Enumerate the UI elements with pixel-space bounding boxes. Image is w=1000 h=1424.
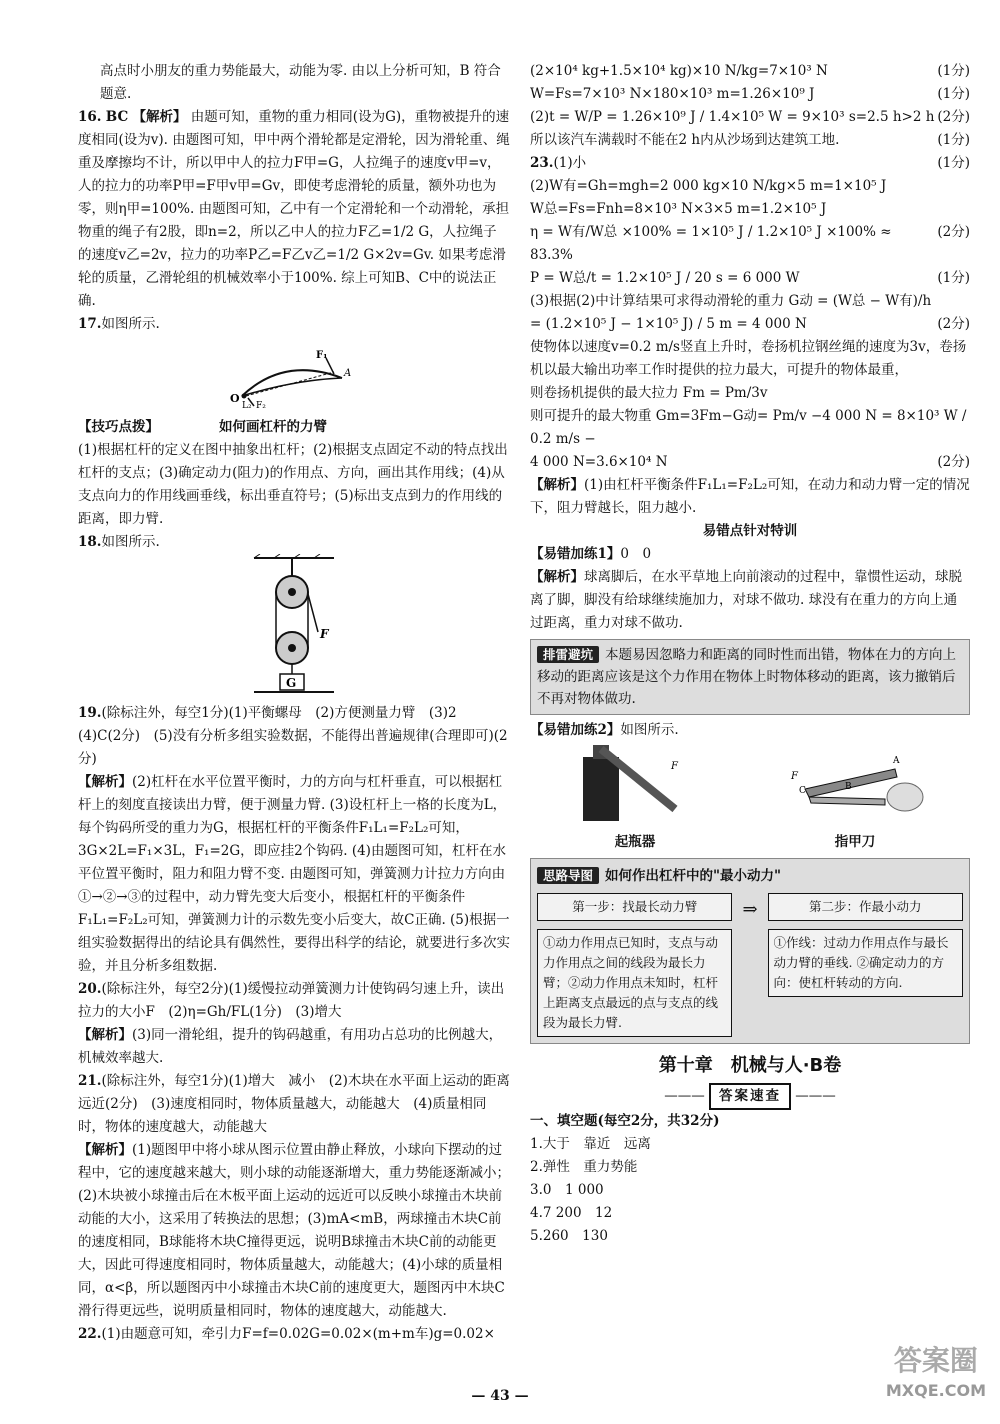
yc2-label: 【易错加练2】 [530, 722, 621, 738]
svg-text:C: C [799, 786, 806, 796]
r1 [530, 60, 970, 83]
r9-text: P = W总/t = 1.2×10⁵ J / 20 s = 6 000 W [530, 270, 800, 286]
q20-analysis: (3)同一滑轮组，提升的钩码越重，有用功占总功的比例越大，机械效率越大. [78, 1027, 503, 1066]
q17 [78, 313, 510, 336]
q21-text: (除标注外，每空1分)(1)增大 减小 (2)木块在水平面上运动的距离远近(2分) (3)速度相同时，物体质量越大，动能越大 (4)质量相同时，物体的速度越大，动能越大 [78, 1073, 510, 1135]
r4 [530, 129, 970, 152]
bottle-opener-image [575, 739, 695, 823]
r15-text: 4 000 N=3.6×10⁴ N [530, 454, 668, 470]
q16-num: 16. [78, 109, 102, 125]
svg-text:O: O [230, 392, 240, 405]
q16 [78, 106, 510, 313]
r3 [530, 106, 970, 129]
r3-text: (2)t = W/P = 1.26×10⁹ J / 1.4×10⁵ W = 9×10³ s=2.5 h>2 h [530, 109, 935, 125]
q22 [78, 1323, 510, 1346]
right-column [530, 60, 970, 1248]
mind-tag: 思路导图 [537, 867, 599, 884]
mind-box [530, 858, 970, 1044]
mind-steps [537, 893, 963, 1037]
r7: W总=Fs=Fnh=8×10³ N×3×5 m=1.2×10⁵ J [530, 201, 827, 217]
q17-text: 如图所示. [101, 316, 160, 332]
r16-block [530, 474, 970, 520]
r1-text: (2×10⁴ kg+1.5×10⁴ kg)×10 N/kg=7×10³ N [530, 63, 828, 79]
q16-text: 由题可知，重物的重力相同(设为G)，重物被提升的速度相同(设为v). 由题图可知，甲中两个滑轮都是定滑轮，因为滑轮重、绳重及摩擦均不计，所以甲中人的拉力F甲=G，人拉绳子的速度v甲=v，人的拉力的功率P甲=F甲v甲=Gv，即使考虑滑轮的质量，额外功也为零，则η甲=100%. 由题图可知，乙中有一个定滑轮和一个动滑轮，承担物重的绳子有2股，即n=2，所以乙中人的拉力F乙=1/2 G，人拉绳子的速度v乙=2v，拉力的功率P乙=F乙v乙=1/2 G×2v=Gv. 如果考虑滑轮的质量，乙滑轮组的机械效率小于100%. 综上可知B、C中的说法正确. [78, 109, 510, 309]
watermark [886, 1346, 986, 1406]
pulley-system-diagram [234, 554, 354, 694]
r5-score: (1分) [937, 155, 970, 171]
r11-score: (2分) [937, 316, 970, 332]
r5 [530, 152, 970, 175]
q23-num: 23. [530, 155, 554, 171]
q16-answer: BC [105, 109, 129, 125]
tips-title: 如何画杠杆的力臂 [219, 419, 327, 435]
badge-row: ——— 答案速查 ——— [530, 1083, 970, 1110]
svg-text:G: G [286, 676, 297, 690]
q19-num: 19. [78, 705, 102, 721]
r15-score: (2分) [937, 454, 970, 470]
yc1-answer: 0 0 [620, 546, 652, 562]
plb-box [530, 639, 970, 715]
left-column [78, 60, 510, 1346]
q19-analysis: (2)杠杆在水平位置平衡时，力的方向与杠杆垂直，可以根据杠杆上的刻度直接读出力臂，便于测量力臂. (3)设杠杆上一格的长度为L，每个钩码所受的重力为G，根据杠杆的平衡条件F₁L₁=F₂L₂可知，3G×2L=F₁×3L，F₁=2G，即应挂2个钩码. (4)由题图可知，杠杆在水平位置平衡时，阻力和阻力臂不变. 由题图可知，弹簧测力计拉力方向由①→②→③的过程中，动力臂先变大后变小，根据杠杆的平衡条件F₁L₁=F₂L₂可知，弹簧测力计的示数先变小后变大，故C正确. (5)根据一组实验数据得出的结论具有偶然性，要得出科学的结论，就要进行多次实验，并且分析多组数据. [78, 774, 510, 974]
r12: 使物体以速度v=0.2 m/s竖直上升时，卷扬机拉钢丝绳的速度为3v，卷扬机以最大输出功率工作时提供的拉力最大，可提升的物体最重， [530, 339, 967, 378]
yc1 [530, 543, 970, 566]
q18-figure [78, 554, 510, 702]
a5: 5.260 130 [530, 1228, 608, 1244]
tips-label: 【技巧点拨】 [78, 419, 159, 435]
img1 [575, 739, 695, 854]
q20-analysis-block [78, 1024, 510, 1070]
q20 [78, 978, 510, 1024]
q19 [78, 702, 510, 771]
svg-text:A: A [344, 368, 352, 379]
q17-figure [78, 336, 510, 416]
r1-score: (1分) [937, 63, 970, 79]
q22-num: 22. [78, 1326, 102, 1342]
q18-num: 18. [78, 534, 102, 550]
tips-header [78, 416, 510, 439]
a3: 3.0 1 000 [530, 1182, 604, 1198]
r9 [530, 267, 970, 290]
r16-jiexi: 【解析】 [530, 477, 584, 493]
r14: 则可提升的最大物重 Gm=3Fm−G动= Pm/v −4 000 N = 8×10³ W / 0.2 m/s − [530, 408, 967, 447]
r10: (3)根据(2)中计算结果可求得动滑轮的重力 G动 = (W总 − W有)/h [530, 293, 932, 309]
intro-line2: 题意. [100, 86, 132, 102]
answer-badge: 答案速查 [709, 1083, 791, 1110]
q18 [78, 531, 510, 554]
r2-text: W=Fs=7×10³ N×180×10³ m=1.26×10⁹ J [530, 86, 815, 102]
chapter-title: 第十章 机械与人·B卷 [658, 1055, 842, 1076]
a1: 1.大于 靠近 远离 [530, 1136, 651, 1152]
mind-title: 如何作出杠杆中的"最小动力" [605, 868, 782, 884]
img1-caption: 起瓶器 [614, 834, 656, 850]
r15 [530, 451, 970, 474]
r3-score: (2分) [937, 109, 970, 125]
section1: 一、填空题(每空2分，共32分) [530, 1113, 720, 1129]
q20-jiexi: 【解析】 [78, 1027, 132, 1043]
yc1-analysis-block [530, 566, 970, 635]
mind-step2-detail: ①作线：过动力作用点作与最长动力臂的垂线. ②确定动力的方向：使杠杆转动的方向. [768, 929, 963, 997]
q21 [78, 1070, 510, 1139]
q19-jiexi: 【解析】 [78, 774, 132, 790]
plb-tag: 排雷避坑 [537, 646, 599, 663]
special-title: 易错点针对特训 [702, 523, 798, 539]
r8-text: η = W有/W总 ×100% = 1×10⁵ J / 1.2×10⁵ J ×100% ≈ 83.3% [530, 224, 892, 263]
q22-text: (1)由题意可知，牵引力F=f=0.02G=0.02×(m+m车)g=0.02× [101, 1326, 495, 1342]
svg-text:F: F [320, 627, 329, 641]
mind-step1-col [537, 893, 732, 1037]
watermark-url: MXQE.COM [885, 1381, 986, 1400]
yc1-text: 球离脚后，在水平草地上向前滚动的过程中，靠惯性运动，球脱离了脚，脚没有给球继续施加力，对球不做功. 球没有在重力的方向上通过距离，重力对球不做功. [530, 569, 962, 631]
q21-num: 21. [78, 1073, 102, 1089]
r11 [530, 313, 970, 336]
yc2-text: 如图所示. [620, 722, 679, 738]
r11-text: = (1.2×10⁵ J − 1×10⁵ J) / 5 m = 4 000 N [530, 316, 807, 332]
yc1-jiexi: 【解析】 [530, 569, 584, 585]
img2-caption: 指甲刀 [834, 834, 876, 850]
r2-score: (1分) [937, 86, 970, 102]
svg-text:B: B [845, 782, 852, 792]
q17-num: 17. [78, 316, 102, 332]
yc1-label: 【易错加练1】 [530, 546, 621, 562]
q21-analysis: (1)题图甲中将小球从图示位置由静止释放，小球向下摆动的过程中，它的速度越来越大，则小球的动能逐渐增大，重力势能逐渐减小；(2)木块被小球撞击后在木板平面上运动的远近可以反映小球撞击木块前动能的大小，这采用了转换法的思想；(3)mA<mB，两球撞击木块C前的速度相同，B球能将木块C撞得更远，说明B球撞击木块C前的动能更大，因此可得速度相同时，物体质量越大，动能越大；(4)小球的质量相同，α<β，所以题图丙中小球撞击木块C前的速度更大，题图丙中木块C滑行得更远些，说明质量相同时，物体的速度越大，动能越大. [78, 1142, 510, 1319]
nail-clipper-image [785, 739, 925, 823]
mind-step2-col [768, 893, 963, 1037]
r4-text: 所以该汽车满载时不能在2 h内从沙场到达建筑工地. [530, 132, 840, 148]
r5-text: (1)小 [553, 155, 587, 171]
svg-text:F₁: F₁ [316, 350, 328, 361]
lever-force-arm-diagram [224, 336, 364, 408]
svg-text:F: F [791, 771, 798, 782]
q21-analysis-block [78, 1139, 510, 1323]
svg-text:A: A [893, 756, 900, 766]
svg-text:L₂: L₂ [242, 401, 252, 408]
r2 [530, 83, 970, 106]
mind-step2: 第二步：作最小动力 [768, 893, 963, 921]
mind-step1: 第一步：找最长动力臂 [537, 893, 732, 921]
arrow-right-icon: ⇒ [742, 899, 758, 920]
r8 [530, 221, 970, 267]
r4-score: (1分) [937, 132, 970, 148]
svg-text:F: F [671, 761, 678, 772]
img2 [785, 739, 925, 854]
r8-score: (2分) [937, 224, 970, 240]
q18-text: 如图所示. [101, 534, 160, 550]
intro-line1: 高点时小朋友的重力势能最大，动能为零. 由以上分析可知，B 符合 [100, 63, 501, 79]
q20-num: 20. [78, 981, 102, 997]
page-number: — 43 — [471, 1388, 529, 1404]
r13: 则卷扬机提供的最大拉力 Fm = Pm/3v [530, 385, 768, 401]
q16-jiexi: 【解析】 [132, 109, 187, 125]
plb-text: 本题易因忽略力和距离的同时性而出错，物体在力的方向上移动的距离应该是这个力作用在物体上时物体移动的距离，该力撤销后不再对物体做功. [537, 647, 957, 707]
a2: 2.弹性 重力势能 [530, 1159, 638, 1175]
a4: 4.7 200 12 [530, 1205, 613, 1221]
q19-analysis-block [78, 771, 510, 978]
r9-score: (1分) [937, 270, 970, 286]
svg-text:F₂: F₂ [256, 401, 266, 408]
q20-text: (除标注外，每空2分)(1)缓慢拉动弹簧测力计使钩码匀速上升，读出拉力的大小F (2)η=Gh/FL(1分) (3)增大 [78, 981, 505, 1020]
q21-jiexi: 【解析】 [78, 1142, 132, 1158]
q19-text: (除标注外，每空1分)(1)平衡螺母 (2)方便测量力臂 (3)2 (4)C(2分) (5)没有分析多组实验数据，不能得出普遍规律(合理即可)(2分) [78, 705, 508, 767]
watermark-text: 答案圈 [893, 1344, 978, 1377]
tips-text: (1)根据杠杆的定义在图中抽象出杠杆；(2)根据支点固定不动的特点找出杠杆的支点；(3)确定动力(阻力)的作用点、方向，画出其作用线；(4)从支点向力的作用线画垂线，标出垂直符号；(5)标出支点到力的作用线的距离，即力臂. [78, 442, 508, 527]
r16-text: (1)由杠杆平衡条件F₁L₁=F₂L₂可知，在动力和动力臂一定的情况下，阻力臂越长，阻力越小. [530, 477, 970, 516]
yc2-images [530, 742, 970, 854]
r6: (2)W有=Gh=mgh=2 000 kg×10 N/kg×5 m=1×10⁵ J [530, 178, 887, 194]
mind-step1-detail: ①动力作用点已知时，支点与动力作用点之间的线段为最长力臂；②动力作用点未知时，杠杆上距离支点最远的点与支点的线段为最长力臂. [537, 929, 732, 1037]
